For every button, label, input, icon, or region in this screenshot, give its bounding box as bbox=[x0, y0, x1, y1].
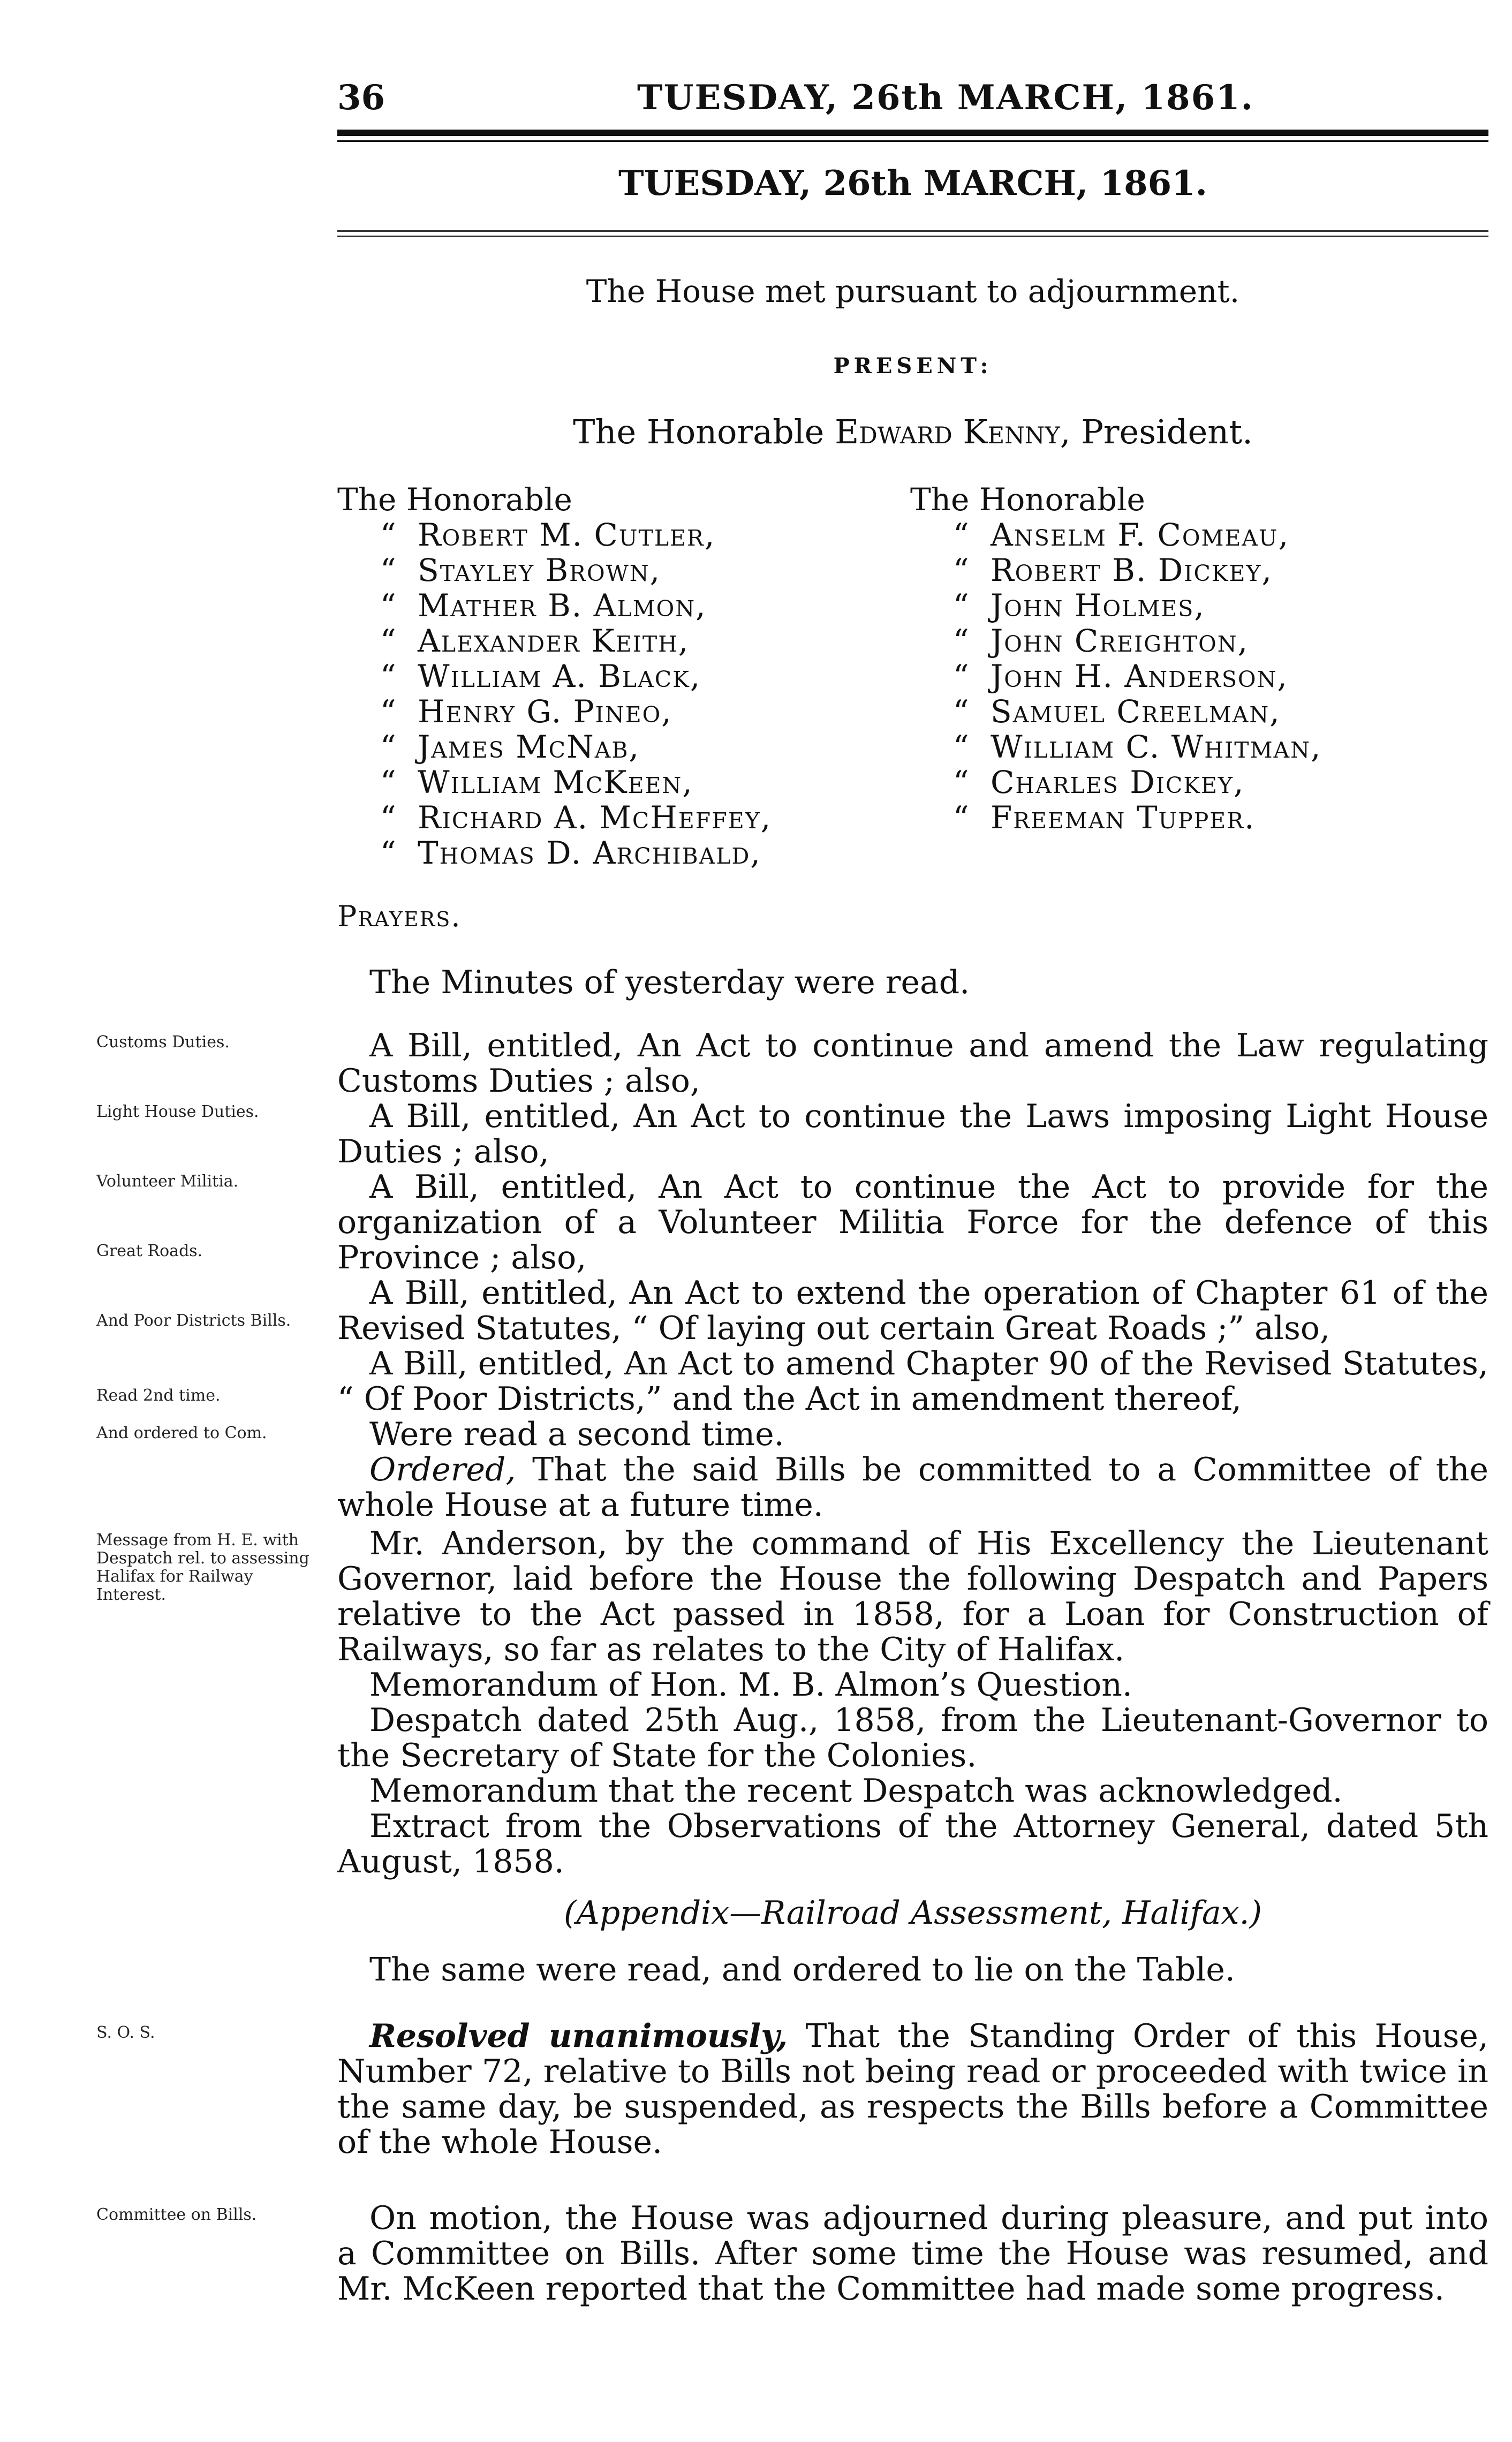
member-right-row bbox=[910, 588, 1321, 623]
read-lie-on-table: The same were read, and ordered to lie on the Table. bbox=[369, 1951, 1235, 1989]
margin-note-customs: Customs Duties. bbox=[96, 1033, 230, 1052]
member-name: William A. Black, bbox=[418, 658, 701, 694]
members-left-column bbox=[337, 482, 772, 871]
committee-paragraph: On motion, the House was adjourned during pleasure, and put into a Committee on Bills. After some time the House was resumed, and Mr. McKeen reported that the Committee had made some progress. bbox=[337, 2199, 1488, 2308]
president-prefix: The Honorable bbox=[573, 412, 835, 451]
member-name: Mather B. Almon, bbox=[418, 587, 707, 624]
member-name: John Holmes, bbox=[991, 587, 1205, 624]
member-name: James McNab, bbox=[418, 729, 640, 765]
member-left-row bbox=[337, 588, 772, 623]
ditto-mark: “ bbox=[380, 552, 396, 588]
ditto-mark: “ bbox=[953, 764, 969, 800]
bill-paragraph: A Bill, entitled, An Act to amend Chapter 90 of the Revised Statutes, “ Of Poor Districts,” and the Act in amendment thereof, bbox=[337, 1345, 1488, 1418]
member-right-row bbox=[910, 553, 1321, 588]
read-second-time: Were read a second time. bbox=[369, 1416, 784, 1453]
member-left-row bbox=[337, 659, 772, 694]
member-left-row bbox=[337, 800, 772, 835]
ditto-mark: “ bbox=[953, 693, 969, 730]
ditto-mark: “ bbox=[953, 552, 969, 588]
running-head-title: TUESDAY, 26th MARCH, 1861. bbox=[637, 78, 1254, 118]
bills-section bbox=[337, 1028, 1488, 1523]
member-right-row bbox=[910, 694, 1321, 729]
member-name: Freeman Tupper. bbox=[991, 799, 1256, 836]
member-name: Stayley Brown, bbox=[418, 552, 661, 588]
member-name: Robert M. Cutler, bbox=[418, 517, 716, 553]
ditto-mark: “ bbox=[380, 729, 396, 765]
members-right-header: The Honorable bbox=[910, 481, 1145, 518]
member-left-row bbox=[337, 729, 772, 765]
prayers: Prayers. bbox=[337, 899, 462, 933]
member-left-row bbox=[337, 623, 772, 659]
ditto-mark: “ bbox=[380, 623, 396, 659]
member-name: Anselm F. Comeau, bbox=[991, 517, 1290, 553]
resolved-section bbox=[337, 2018, 1488, 2160]
header-rule-thin bbox=[337, 140, 1488, 142]
member-name: Robert B. Dickey, bbox=[991, 552, 1273, 588]
margin-note-light-house: Light House Duties. bbox=[96, 1102, 259, 1121]
member-left-row bbox=[337, 835, 772, 871]
date-rule-top bbox=[337, 230, 1488, 232]
member-name: William McKeen, bbox=[418, 764, 693, 800]
message-item: Despatch dated 25th Aug., 1858, from the Lieutenant-Governor to the Secretary of State for the Colonies. bbox=[337, 1702, 1488, 1774]
ditto-mark: “ bbox=[953, 729, 969, 765]
minutes-read: The Minutes of yesterday were read. bbox=[369, 964, 970, 1001]
margin-note-poor-districts: And Poor Districts Bills. bbox=[96, 1311, 291, 1330]
ditto-mark: “ bbox=[953, 658, 969, 694]
appendix-reference: (Appendix—Railroad Assessment, Halifax.) bbox=[564, 1894, 1262, 1932]
ditto-mark: “ bbox=[953, 517, 969, 553]
message-item: Memorandum that the recent Despatch was acknowledged. bbox=[369, 1772, 1343, 1810]
member-name: John Creighton, bbox=[991, 623, 1249, 659]
member-name: Charles Dickey, bbox=[991, 764, 1245, 800]
ditto-mark: “ bbox=[380, 517, 396, 553]
ordered-paragraph bbox=[337, 1452, 1488, 1523]
member-name: William C. Whitman, bbox=[991, 729, 1322, 765]
member-left-row bbox=[337, 517, 772, 553]
member-left-row bbox=[337, 694, 772, 729]
members-left-header: The Honorable bbox=[337, 481, 572, 518]
member-right-row bbox=[910, 729, 1321, 765]
ditto-mark: “ bbox=[380, 658, 396, 694]
page-number: 36 bbox=[337, 78, 385, 118]
running-head bbox=[337, 78, 1488, 120]
ditto-mark: “ bbox=[953, 623, 969, 659]
member-right-row bbox=[910, 659, 1321, 694]
member-name: Richard A. McHeffey, bbox=[418, 799, 772, 836]
president-suffix: , President. bbox=[1060, 412, 1253, 451]
member-name: Samuel Creelman, bbox=[991, 693, 1281, 730]
message-section bbox=[337, 1526, 1488, 1987]
ditto-mark: “ bbox=[380, 764, 396, 800]
margin-note-militia: Volunteer Militia. bbox=[96, 1172, 239, 1191]
resolved-paragraph bbox=[337, 2018, 1488, 2160]
message-item: Extract from the Observations of the Attorney General, dated 5th August, 1858. bbox=[337, 1808, 1488, 1880]
member-right-row bbox=[910, 517, 1321, 553]
bill-paragraph: A Bill, entitled, An Act to continue the Act to provide for the organization of a Volunteer Militia Force for the defence of this Province ; also, bbox=[337, 1168, 1488, 1276]
member-name: Alexander Keith, bbox=[418, 623, 690, 659]
member-name: Henry G. Pineo, bbox=[418, 693, 672, 730]
member-left-row bbox=[337, 553, 772, 588]
member-right-row bbox=[910, 623, 1321, 659]
ordered-text: That the said Bills be committed to a Committee of the whole House at a future time. bbox=[337, 1451, 1488, 1524]
margin-note-ordered-com: And ordered to Com. bbox=[96, 1424, 267, 1442]
message-intro: Mr. Anderson, by the command of His Excellency the Lieutenant Governor, laid before the House the following Despatch and Papers relative to the Act passed in 1858, for a Loan for Construction of Railways, so far as relates to the City of Halifax. bbox=[337, 1525, 1488, 1668]
message-item: Memorandum of Hon. M. B. Almon’s Question. bbox=[369, 1666, 1132, 1704]
ditto-mark: “ bbox=[380, 693, 396, 730]
date-rule-bottom bbox=[337, 236, 1488, 237]
ditto-mark: “ bbox=[380, 835, 396, 871]
margin-note-read-2nd: Read 2nd time. bbox=[96, 1386, 221, 1405]
margin-note-sos: S. O. S. bbox=[96, 2023, 155, 2042]
bill-paragraph: A Bill, entitled, An Act to continue and amend the Law regulating Customs Duties ; also, bbox=[337, 1027, 1488, 1100]
ditto-mark: “ bbox=[953, 799, 969, 836]
president-line bbox=[337, 412, 1488, 451]
members-right-column bbox=[910, 482, 1321, 835]
ditto-mark: “ bbox=[953, 587, 969, 624]
margin-note-great-roads: Great Roads. bbox=[96, 1242, 203, 1260]
member-right-row bbox=[910, 765, 1321, 800]
ditto-mark: “ bbox=[380, 799, 396, 836]
opening-line: The House met pursuant to adjournment. bbox=[586, 273, 1240, 309]
member-name: John H. Anderson, bbox=[991, 658, 1288, 694]
header-rule-thick bbox=[337, 130, 1488, 136]
bill-paragraph: A Bill, entitled, An Act to continue the Laws imposing Light House Duties ; also, bbox=[337, 1098, 1488, 1170]
date-title: TUESDAY, 26th MARCH, 1861. bbox=[618, 163, 1207, 203]
member-right-row bbox=[910, 800, 1321, 835]
margin-note-committee-bills: Committee on Bills. bbox=[96, 2205, 257, 2224]
margin-note-message: Message from H. E. with Despatch rel. to assessing Halifax for Railway Interest. bbox=[96, 1531, 309, 1604]
resolved-label: Resolved unanimously, bbox=[369, 2017, 788, 2055]
committee-section bbox=[337, 2201, 1488, 2307]
present-label: PRESENT: bbox=[833, 353, 993, 379]
president-name: Edward Kenny bbox=[835, 412, 1060, 451]
ditto-mark: “ bbox=[380, 587, 396, 624]
ordered-label: Ordered, bbox=[369, 1451, 516, 1488]
resolved-text: That the Standing Order of this House, Number 72, relative to Bills not being read or proceeded with twice in the same day, be suspended, as respects the Bills before a Committee of the whole House. bbox=[337, 2017, 1488, 2161]
member-left-row bbox=[337, 765, 772, 800]
bill-paragraph: A Bill, entitled, An Act to extend the operation of Chapter 61 of the Revised Statutes, “ Of laying out certain Great Roads ;” also, bbox=[337, 1274, 1488, 1347]
member-name: Thomas D. Archibald, bbox=[418, 835, 761, 871]
